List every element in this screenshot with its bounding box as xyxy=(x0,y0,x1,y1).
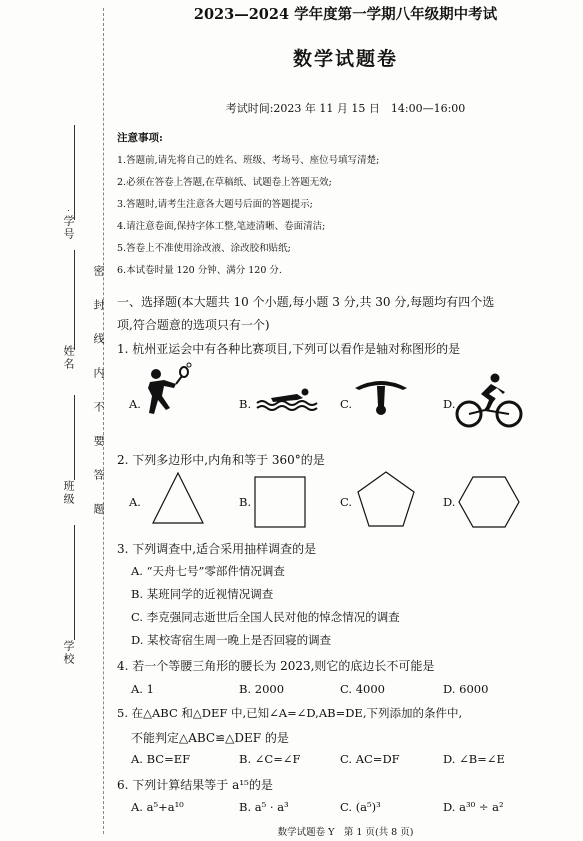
xingming-fill-line xyxy=(74,250,76,350)
question-4-stem: 4. 若一个等腰三角形的腰长为 2023,则它的底边长不可能是 xyxy=(117,659,435,673)
xuehao-fill-line xyxy=(74,125,76,220)
q4-option-c: C. 4000 xyxy=(340,682,385,696)
q2-option-c-label: C. xyxy=(340,495,353,509)
triangle-shape xyxy=(150,470,206,530)
q5-option-b: B. ∠C=∠F xyxy=(239,752,301,766)
q2-option-d-label: D. xyxy=(443,495,456,509)
page-footer: 数学试题卷 Y 第 1 页(共 8 页) xyxy=(277,827,414,838)
q4-option-b: B. 2000 xyxy=(239,682,285,696)
banji-label: 班级 xyxy=(62,480,75,506)
question-5-stem: 5. 在△ABC 和△DEF 中,已知∠A=∠D,AB=DE,下列添加的条件中, xyxy=(117,706,463,720)
exam-time: 考试时间:2023 年 11 月 15 日 14:00—16:00 xyxy=(225,102,466,115)
seal-warning: 密封线内不要答题 xyxy=(92,265,105,537)
square-shape xyxy=(253,475,307,533)
question-6-stem: 6. 下列计算结果等于 a¹⁵的是 xyxy=(117,778,273,792)
question-3-stem: 3. 下列调查中,适合采用抽样调查的是 xyxy=(117,542,317,556)
cyclist-icon xyxy=(455,372,523,432)
notes-heading: 注意事项: xyxy=(117,132,163,144)
xuexiao-fill-line xyxy=(74,525,76,640)
hexagon-shape xyxy=(457,475,521,533)
section-heading-cont: 项,符合题意的选项只有一个) xyxy=(117,318,270,332)
q2-option-b-label: B. xyxy=(239,495,252,509)
q6-option-b: B. a⁵ · a³ xyxy=(239,800,289,814)
q1-option-c-label: C. xyxy=(340,397,353,411)
note-item: 6.本试卷时量 120 分钟、满分 120 分. xyxy=(117,265,282,276)
pentagon-shape xyxy=(356,470,416,532)
xuehao-label: 学号 xyxy=(62,215,75,241)
exam-title: 2023—2024 学年度第一学期八年级期中考试 xyxy=(193,6,498,23)
note-item: 5.答卷上不准使用涂改液、涂改胶和贴纸; xyxy=(117,243,291,254)
q5-option-a: A. BC=EF xyxy=(131,752,191,766)
q3-option-b: B. 某班同学的近视情况调查 xyxy=(131,587,274,601)
tennis-player-icon xyxy=(142,362,192,428)
swimmer-icon xyxy=(253,388,319,416)
q3-option-a: A. “天舟七号”零部件情况调查 xyxy=(131,564,285,578)
note-item: 4.请注意卷面,保持字体工整,笔迹清晰、卷面清洁; xyxy=(117,221,326,232)
question-1-stem: 1. 杭州亚运会中有各种比赛项目,下列可以看作是轴对称图形的是 xyxy=(117,342,461,356)
q5-option-d: D. ∠B=∠E xyxy=(443,752,505,766)
note-item: 2.必须在答卷上答题,在草稿纸、试题卷上答题无效; xyxy=(117,177,332,188)
q1-option-d-label: D. xyxy=(443,397,456,411)
banji-fill-line xyxy=(74,395,76,480)
gymnast-icon xyxy=(353,376,409,424)
q2-option-a-label: A. xyxy=(129,495,141,509)
question-5-stem-cont: 不能判定△ABC≌△DEF 的是 xyxy=(131,731,289,745)
section-heading: 一、选择题(本大题共 10 个小题,每小题 3 分,共 30 分,每题均有四个选 xyxy=(117,295,495,309)
q1-option-a-label: A. xyxy=(129,397,141,411)
paper-title: 数学试题卷 xyxy=(292,48,398,70)
q6-option-a: A. a⁵+a¹⁰ xyxy=(131,800,184,814)
q4-option-d: D. 6000 xyxy=(443,682,489,696)
question-2-stem: 2. 下列多边形中,内角和等于 360°的是 xyxy=(117,453,325,467)
q6-option-c: C. (a⁵)³ xyxy=(340,800,381,814)
xuexiao-label: 学校 xyxy=(62,640,75,666)
q3-option-c: C. 李克强同志逝世后全国人民对他的悼念情况的调查 xyxy=(131,610,400,624)
q3-option-d: D. 某校寄宿生周一晚上是否回寝的调查 xyxy=(131,633,332,647)
note-item: 3.答题时,请考生注意各大题号后面的答题提示; xyxy=(117,199,313,210)
q6-option-d: D. a³⁰ ÷ a² xyxy=(443,800,504,814)
q5-option-c: C. AC=DF xyxy=(340,752,400,766)
note-item: 1.答题前,请先将自己的姓名、班级、考场号、座位号填写清楚; xyxy=(117,155,380,166)
q4-option-a: A. 1 xyxy=(131,682,154,696)
xingming-label: 姓名 xyxy=(62,345,75,371)
q1-option-b-label: B. xyxy=(239,397,252,411)
